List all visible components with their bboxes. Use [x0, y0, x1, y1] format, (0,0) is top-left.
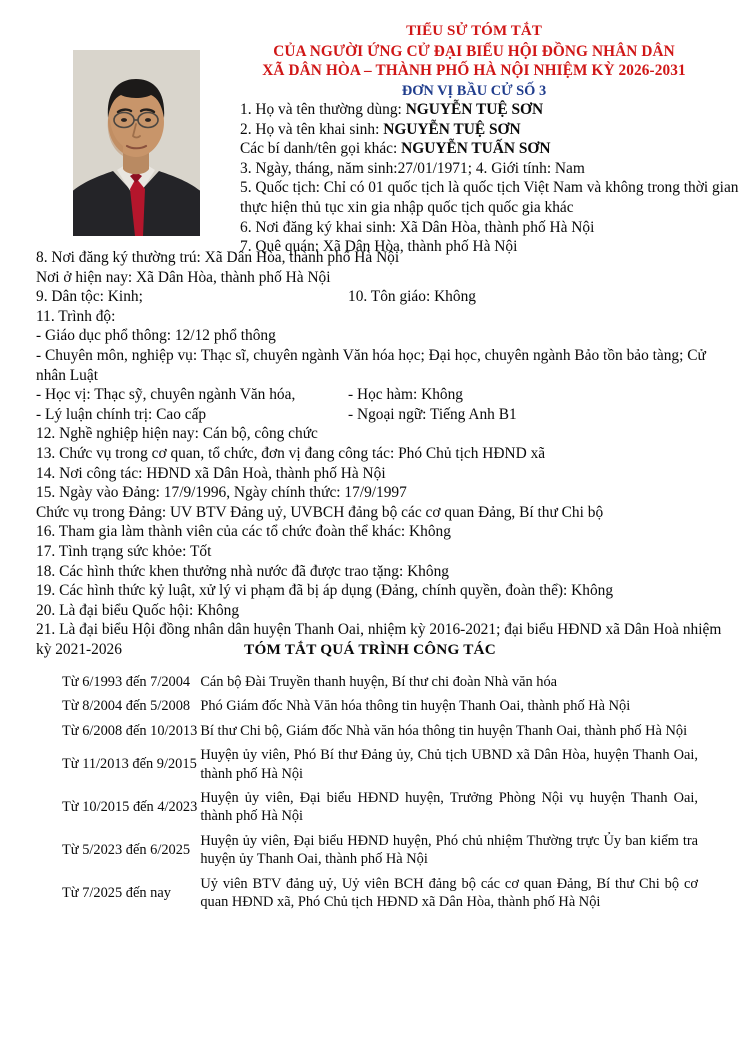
document-header [0, 0, 740, 256]
field-alias [240, 139, 740, 159]
work-description: Cán bộ Đài Truyền thanh huyện, Bí thư chi đoàn Nhà văn hóa [200, 674, 558, 690]
field-political-theory-and-language [0, 405, 740, 425]
work-description: Huyện ủy viên, Đại biểu HĐND huyện, Phó chủ nhiệm Thường trực Ủy ban kiểm tra huyện ủy Thanh Oai, thành phố Hà Nội [200, 832, 698, 868]
field-state-awards: 18. Các hình thức khen thưởng nhà nước đã được trao tặng: Không [36, 562, 449, 580]
field-permanent-residence: 8. Nơi đăng ký thường trú: Xã Dân Hòa, thành phố Hà Nội [36, 249, 400, 266]
biography-body-list [0, 248, 740, 659]
candidate-portrait-photo [73, 50, 200, 236]
work-description: Huyện ủy viên, Phó Bí thư Đảng ủy, Chủ tịch UBND xã Dân Hòa, huyện Thanh Oai, thành phố Hà Nội [200, 747, 698, 782]
field-hometown: 7. Quê quán: Xã Dân Hòa, thành phố Hà Nội [240, 238, 518, 256]
field-ethnicity-religion [0, 287, 740, 307]
work-description: Bí thư Chi bộ, Giám đốc Nhà văn hóa thông tin huyện Thanh Oai, thành phố Hà Nội [200, 722, 688, 739]
title-line-2: CỦA NGƯỜI ỨNG CỬ ĐẠI BIỂU HỘI ĐỒNG NHÂN DÂN [273, 42, 675, 60]
field-health-status: 17. Tình trạng sức khỏe: Tốt [36, 542, 212, 560]
field-education-heading: 11. Trình độ: [36, 307, 116, 325]
field-professional-qualification: - Chuyên môn, nghiệp vụ: Thạc sĩ, chuyên ngành Văn hóa học; Đại học, chuyên ngành Bảo tồn bảo tàng; Cử nhân Luật [36, 346, 706, 384]
work-period: Từ 5/2023 đến 6/2025 [62, 842, 191, 859]
work-description: Phó Giám đốc Nhà Văn hóa thông tin huyện Thanh Oai, thành phố Hà Nội [200, 698, 631, 715]
field-birth-name-label: 2. Họ và tên khai sinh: [240, 120, 380, 138]
field-dob-gender: 3. Ngày, tháng, năm sinh:27/01/1971; 4. Giới tính: Nam [240, 159, 585, 177]
field-national-assembly-deputy: 20. Là đại biểu Quốc hội: Không [36, 601, 240, 619]
work-period: Từ 8/2004 đến 5/2008 [62, 698, 191, 715]
field-foreign-language: - Ngoại ngữ: Tiếng Anh B1 [348, 405, 517, 423]
field-alias-label: Các bí danh/tên gọi khác: [240, 140, 398, 158]
title-line-1: TIỂU SỬ TÓM TẮT [406, 23, 542, 39]
field-current-residence: Nơi ở hiện nay: Xã Dân Hòa, thành phố Hà Nội [36, 268, 331, 286]
field-nationality: 5. Quốc tịch: Chỉ có 01 quốc tịch là quốc tịch Việt Nam và không trong thời gian thực hiện thủ tục xin gia nhập quốc tịch quốc gia khác [240, 179, 739, 216]
work-period: Từ 10/2015 đến 4/2023 [62, 799, 198, 816]
field-birth-name-value: NGUYỄN TUỆ SƠN [383, 120, 521, 138]
work-period: Từ 6/1993 đến 7/2004 [62, 674, 191, 690]
field-party-join-dates: 15. Ngày vào Đảng: 17/9/1996, Ngày chính thức: 17/9/1997 [36, 484, 407, 502]
field-academic-degree: - Học vị: Thạc sỹ, chuyên ngành Văn hóa, [36, 386, 296, 404]
work-period: Từ 11/2013 đến 9/2015 [62, 756, 197, 773]
field-current-occupation: 12. Nghề nghiệp hiện nay: Cán bộ, công chức [36, 425, 318, 443]
field-birth-name [240, 120, 740, 140]
field-current-position: 13. Chức vụ trong cơ quan, tổ chức, đơn vị đang công tác: Phó Chủ tịch HĐND xã [36, 444, 546, 462]
work-history-table-body [0, 670, 740, 914]
work-history-heading: TÓM TẮT QUÁ TRÌNH CÔNG TÁC [244, 641, 496, 658]
field-ethnicity: 9. Dân tộc: Kinh; [36, 288, 143, 306]
field-common-name-value: NGUYỄN TUỆ SƠN [405, 101, 544, 118]
field-common-name [240, 100, 740, 120]
field-disciplinary-actions: 19. Các hình thức kỷ luật, xử lý vi phạm đã bị áp dụng (Đảng, chính quyền, đoàn thể): Không [36, 582, 614, 600]
field-political-theory: - Lý luận chính trị: Cao cấp [36, 405, 207, 423]
work-history-table [0, 670, 740, 914]
field-party-position: Chức vụ trong Đảng: UV BTV Đảng uỷ, UVBCH đảng bộ các cơ quan Đảng, Bí thư Chi bộ [36, 503, 604, 521]
field-religion: 10. Tôn giáo: Không [348, 288, 476, 306]
field-workplace: 14. Nơi công tác: HĐND xã Dân Hoà, thành phố Hà Nội [36, 464, 386, 482]
field-birth-registration-place: 6. Nơi đăng ký khai sinh: Xã Dân Hòa, thành phố Hà Nội [240, 218, 595, 236]
table-row [0, 719, 740, 743]
personal-info-indented-block [240, 100, 740, 257]
work-description: Huyện ủy viên, Đại biểu HĐND huyện, Trưởng Phòng Nội vụ huyện Thanh Oai, thành phố Hà Nội [200, 790, 698, 825]
table-row [0, 829, 740, 872]
document-title-block [208, 22, 740, 101]
field-general-education: - Giáo dục phổ thông: 12/12 phổ thông [36, 327, 276, 345]
work-description: Uỷ viên BTV đảng uỷ, Uỷ viên BCH đảng bộ các cơ quan Đảng, Bí thư Chi bộ cơ quan HĐND xã, Phó Chủ tịch HĐND xã Dân Hòa, thành phố Hà Nội [200, 875, 698, 911]
field-alias-value: NGUYỄN TUẤN SƠN [401, 140, 551, 158]
field-academic-title: - Học hàm: Không [348, 386, 463, 404]
table-row [0, 743, 740, 786]
table-row [0, 786, 740, 829]
field-degree-and-academic-title [0, 385, 740, 405]
table-row [0, 694, 740, 718]
field-peoples-council-deputy: 21. Là đại biểu Hội đồng nhân dân huyện Thanh Oai, nhiệm kỳ 2016-2021; đại biểu HĐND xã Dân Hoà nhiệm kỳ 2021-2026 [36, 621, 722, 658]
table-row [0, 670, 740, 694]
work-period: Từ 6/2008 đến 10/2013 [62, 722, 198, 739]
field-other-organizations: 16. Tham gia làm thành viên của các tổ chức đoàn thể khác: Không [36, 523, 451, 541]
field-common-name-label: 1. Họ và tên thường dùng: [240, 101, 402, 118]
work-period: Từ 7/2025 đến nay [62, 884, 171, 901]
table-row [0, 872, 740, 915]
electoral-unit-subtitle: ĐƠN VỊ BẦU CỬ SỐ 3 [401, 82, 547, 99]
title-line-3: XÃ DÂN HÒA – THÀNH PHỐ HÀ NỘI NHIỆM KỲ 2026-2031 [262, 62, 686, 79]
